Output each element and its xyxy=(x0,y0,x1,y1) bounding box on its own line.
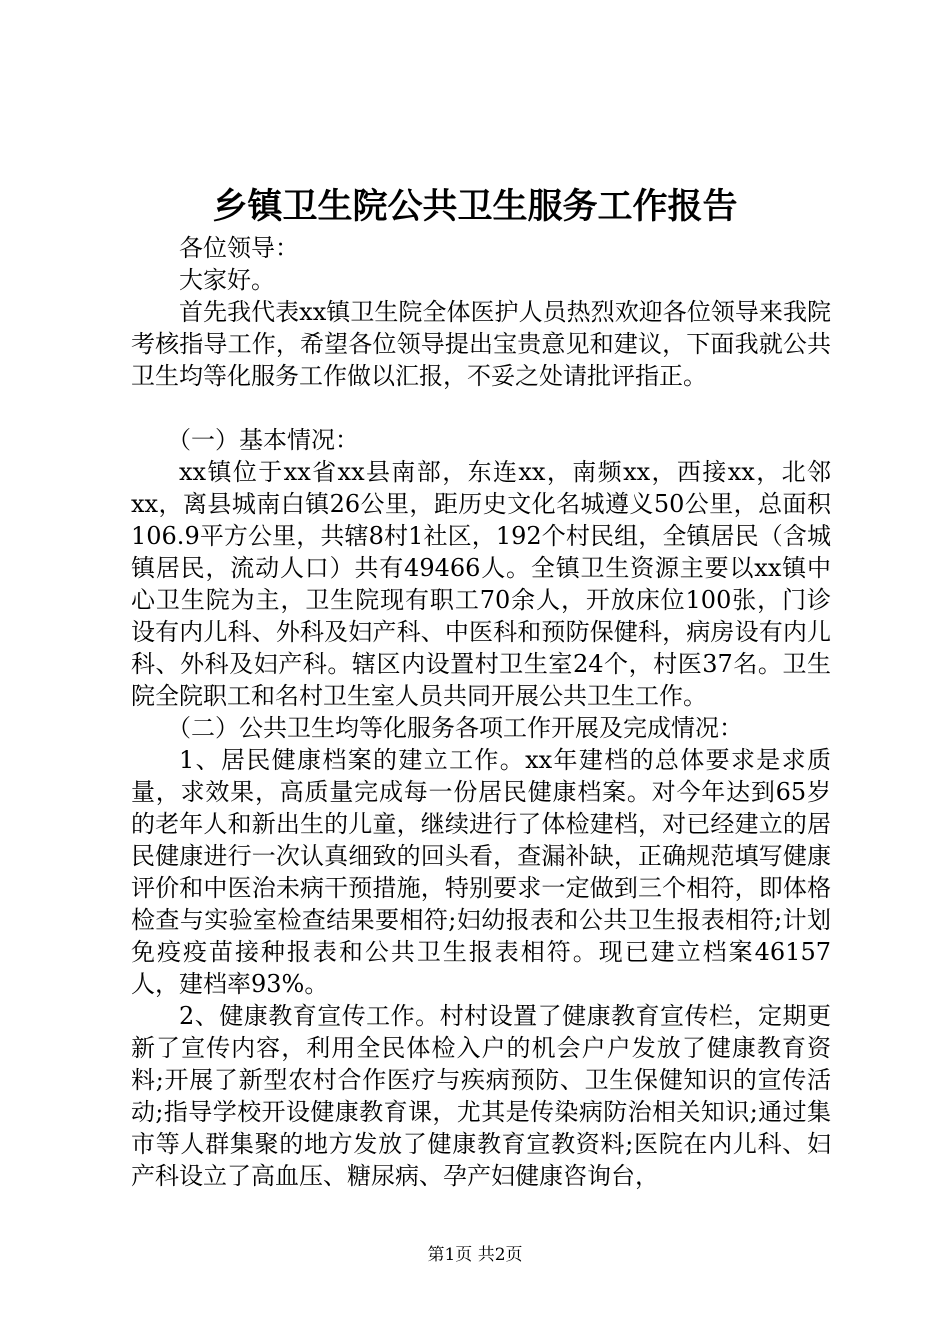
page-title: 乡镇卫生院公共卫生服务工作报告 xyxy=(212,186,738,227)
section-heading-services: （二）公共卫生均等化服务各项工作开展及完成情况： xyxy=(167,714,743,742)
greeting: 大家好。 xyxy=(179,266,275,294)
intro-paragraph: 首先我代表xx镇卫生院全体医护人员热烈欢迎各位领导来我院考核指导工作，希望各位领导提出宝贵意见和建议，下面我就公共卫生均等化服务工作做以汇报，不妥之处请批评指正。 xyxy=(131,298,831,390)
section-paragraph-basic: xx镇位于xx省xx县南部，东连xx，南频xx，西接xx，北邻xx，离县城南白镇26公里，距历史文化名城遵义50公里，总面积106.9平方公里，共辖8村1社区，192个村民组，全镇居民（含城镇居民，流动人口）共有49466人。全镇卫生资源主要以xx镇中心卫生院为主，卫生院现有职工70余人，开放床位100张，门诊设有内儿科、外科及妇产科、中医科和预防保健科，病房设有内儿科、外科及妇产科。辖区内设置村卫生室24个，村医37名。卫生院全院职工和名村卫生室人员共同开展公共卫生工作。 xyxy=(131,458,831,710)
page-footer: 第1页 共2页 xyxy=(427,1245,523,1265)
document-body xyxy=(131,232,831,1192)
list-item-health-education: 2、健康教育宣传工作。村村设置了健康教育宣传栏，定期更新了宣传内容，利用全民体检入户的机会户户发放了健康教育资料;开展了新型农村合作医疗与疾病预防、卫生保健知识的宣传活动;指导学校开设健康教育课，尤其是传染病防治相关知识;通过集市等人群集聚的地方发放了健康教育宣教资料;医院在内儿科、妇产科设立了高血压、糖尿病、孕产妇健康咨询台， xyxy=(131,1002,831,1190)
list-item-health-records: 1、居民健康档案的建立工作。xx年建档的总体要求是求质量，求效果，高质量完成每一份居民健康档案。对今年达到65岁的老年人和新出生的儿童，继续进行了体检建档，对已经建立的居民健康进行一次认真细致的回头看，查漏补缺，正确规范填写健康评价和中医治未病干预措施，特别要求一定做到三个相符，即体格检查与实验室检查结果要相符;妇幼报表和公共卫生报表相符;计划免疫疫苗接种报表和公共卫生报表相符。现已建立档案46157人，建档率93%。 xyxy=(131,746,831,998)
section-heading-basic: （一）基本情况： xyxy=(167,426,359,454)
salutation: 各位领导： xyxy=(179,234,299,262)
paragraph-gap xyxy=(131,392,831,424)
